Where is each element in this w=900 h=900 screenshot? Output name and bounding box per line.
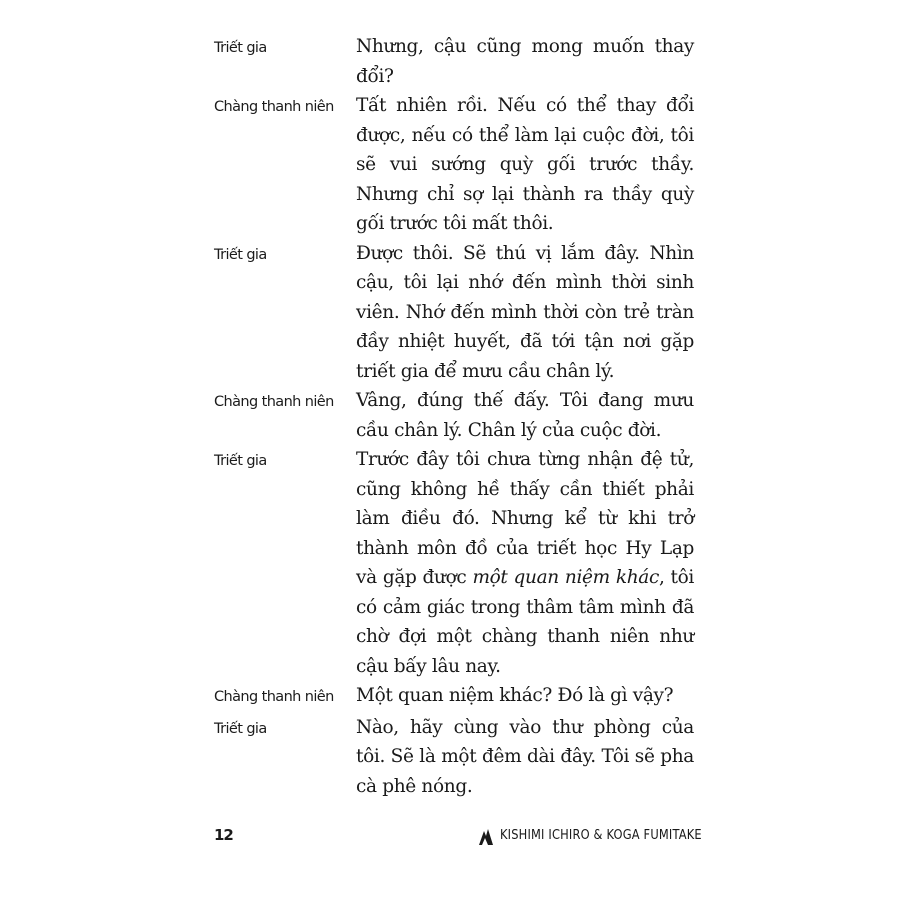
- speaker-label: Chàng thanh niên: [214, 394, 334, 410]
- page-footer: [214, 826, 702, 850]
- author-names: KISHIMI ICHIRO & KOGA FUMITAKE: [500, 828, 702, 843]
- speech-segment: Một quan niệm khác? Đó là gì vậy?: [356, 685, 674, 706]
- dialogue-list: [214, 32, 694, 801]
- dialogue-entry: [214, 91, 694, 239]
- speech-segment: Được thôi. Sẽ thú vị lắm đây. Nhìn cậu, tôi lại nhớ đến mình thời sinh viên. Nhớ đến mình thời còn trẻ tràn đầy nhiệt huyết, đã tới tận nơi gặp triết gia để mưu cầu chân lý.: [356, 242, 694, 382]
- speaker-label: Triết gia: [214, 720, 267, 737]
- dialogue-entry: [214, 713, 694, 802]
- italic-phrase: một quan niệm khác: [472, 567, 659, 588]
- speaker-label: Triết gia: [214, 40, 267, 56]
- speech-segment: Vâng, đúng thế đấy. Tôi đang mưu cầu chân lý. Chân lý của cuộc đời.: [356, 390, 694, 441]
- speaker-label: Triết gia: [214, 246, 267, 263]
- dialogue-entry: [214, 32, 694, 91]
- dialogue-entry: [214, 445, 694, 681]
- speech-text: [356, 91, 694, 239]
- speech-text: [356, 239, 694, 387]
- page-number: 12: [214, 826, 233, 844]
- speaker-label: Chàng thanh niên: [214, 99, 334, 115]
- speech-segment: Nhưng, cậu cũng mong muốn thay đổi?: [356, 36, 694, 87]
- speech-text: [356, 445, 694, 681]
- publisher-logo-icon: [476, 828, 496, 846]
- speaker-label: Triết gia: [214, 453, 267, 469]
- speaker-label: Chàng thanh niên: [214, 689, 334, 705]
- speech-segment: Trước đây tôi chưa từng nhận đệ tử, cũng không hề thấy cần thiết phải làm điều đó. Nhưng kể từ khi trở thành môn đồ của triết học Hy Lạp và gặp được: [356, 449, 694, 588]
- speech-text: [356, 681, 694, 711]
- dialogue-entry: [214, 386, 694, 445]
- speech-segment: Nào, hãy cùng vào thư phòng của tôi. Sẽ là một đêm dài đây. Tôi sẽ pha cà phê nóng.: [356, 716, 694, 797]
- speech-segment: , tôi có cảm giác trong thâm tâm mình đã chờ đợi một chàng thanh niên như cậu bấy lâu nay.: [356, 567, 694, 677]
- dialogue-entry: [214, 681, 694, 713]
- speech-text: [356, 713, 694, 802]
- speech-text: [356, 32, 694, 91]
- speech-text: [356, 386, 694, 445]
- speech-segment: Tất nhiên rồi. Nếu có thể thay đổi được, nếu có thể làm lại cuộc đời, tôi sẽ vui sướng quỳ gối trước thầy. Nhưng chỉ sợ lại thành ra thầy quỳ gối trước tôi mất thôi.: [356, 95, 694, 234]
- dialogue-entry: [214, 239, 694, 387]
